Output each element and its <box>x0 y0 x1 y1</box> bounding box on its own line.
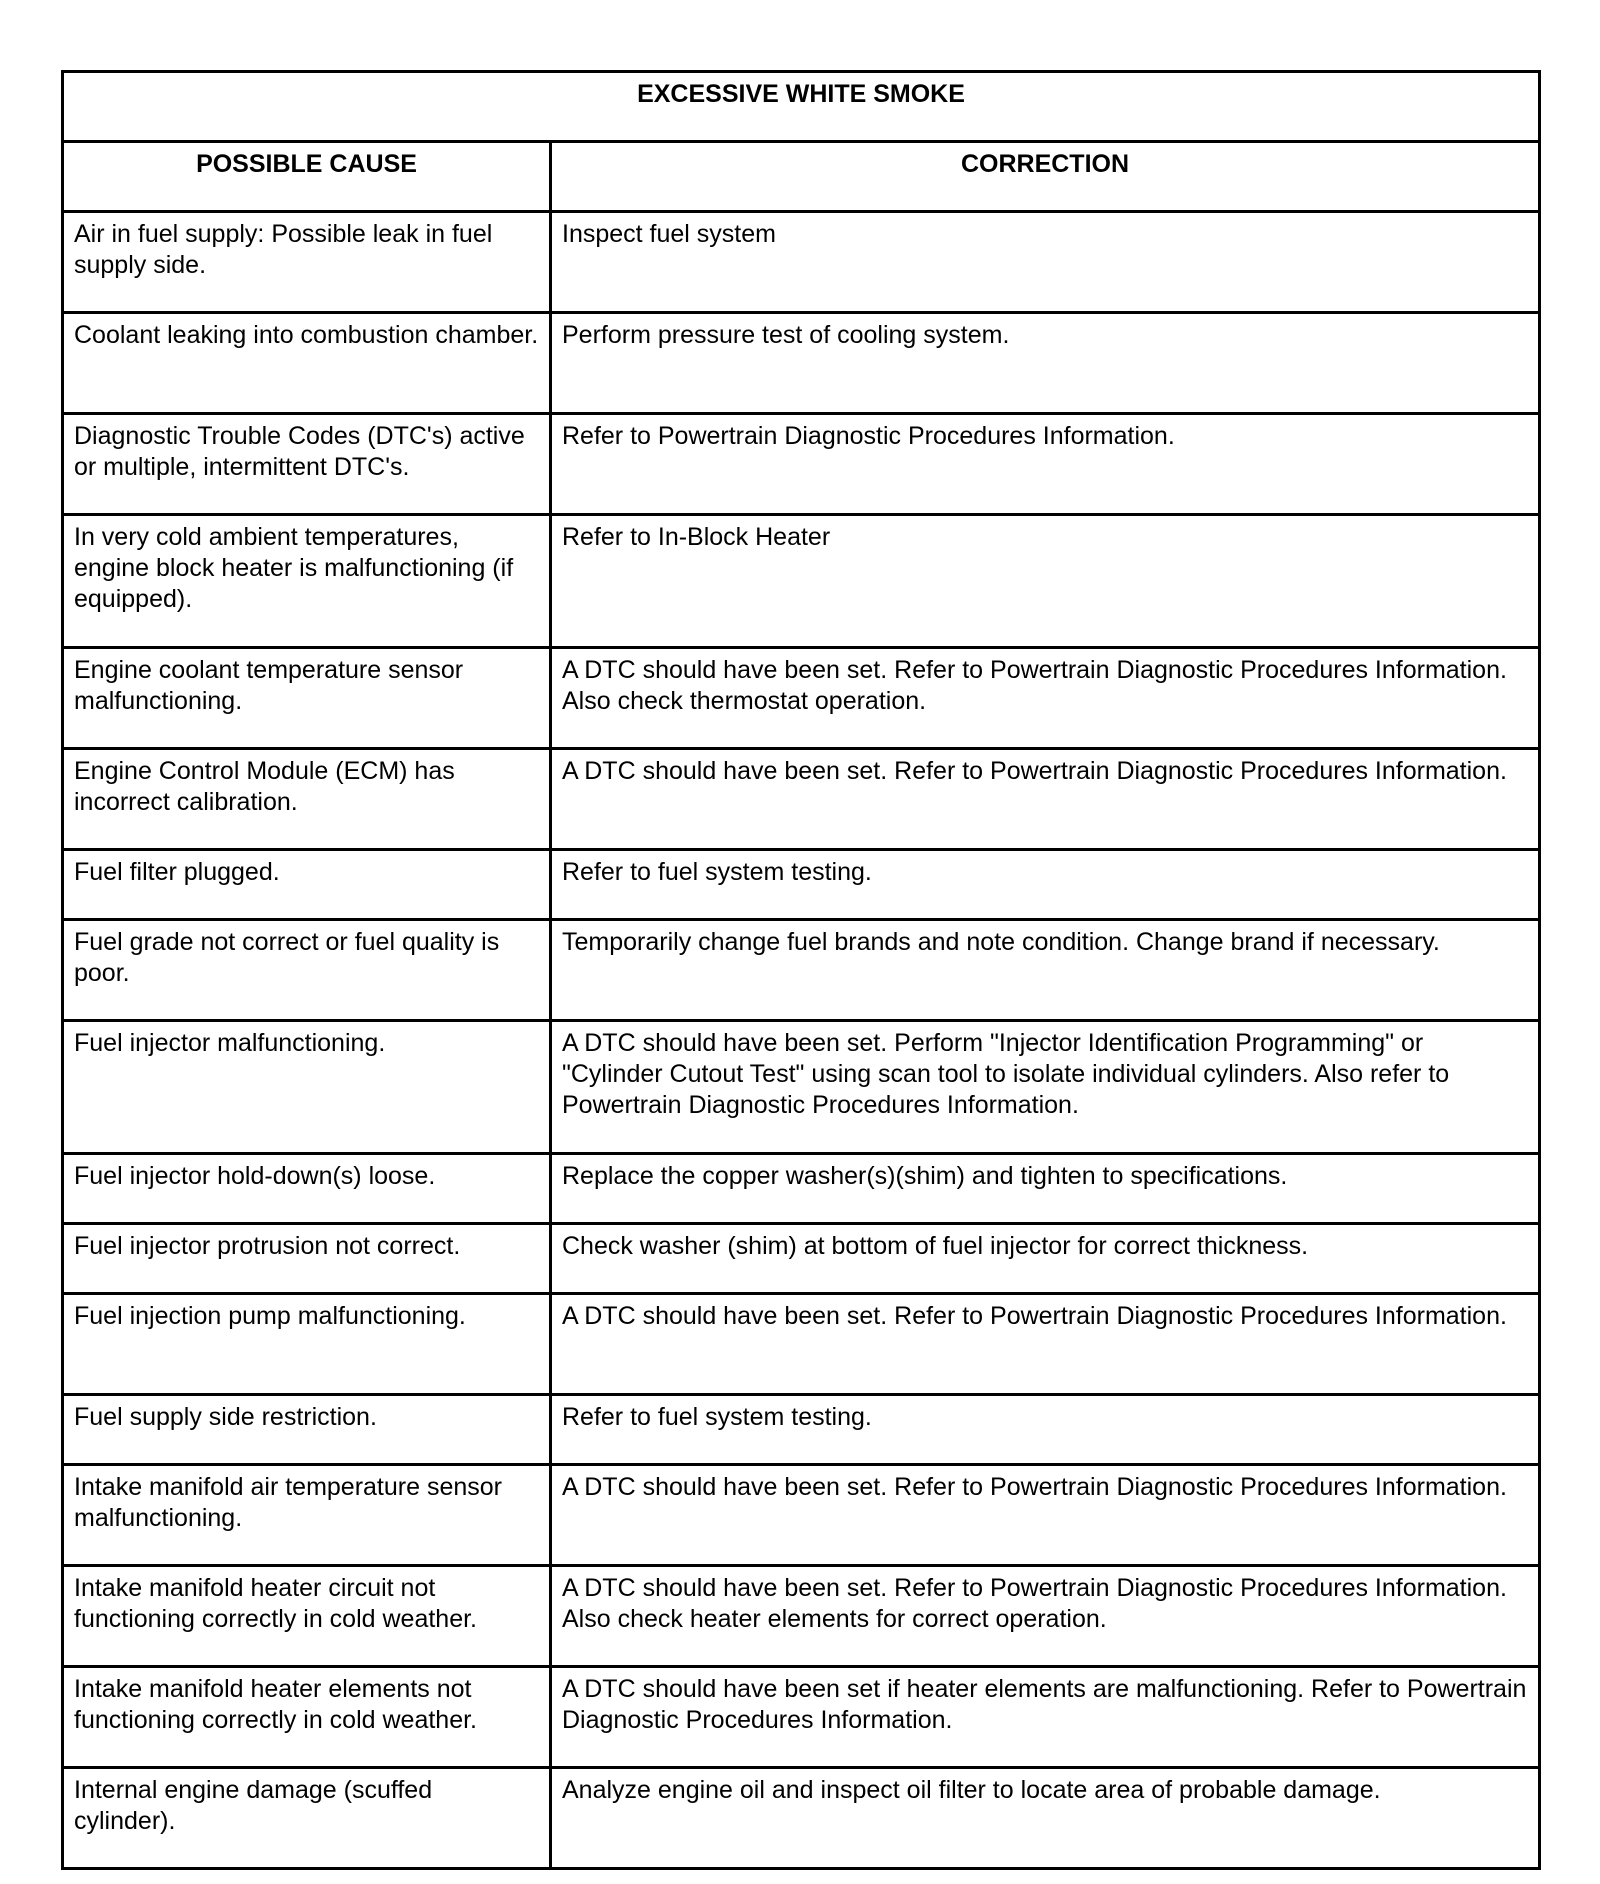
correction-cell: Refer to fuel system testing. <box>551 850 1540 920</box>
correction-cell: Check washer (shim) at bottom of fuel injector for correct thickness. <box>551 1224 1540 1294</box>
white-smoke-diagnosis-table <box>61 70 1541 1870</box>
cause-cell: Diagnostic Trouble Codes (DTC's) active or multiple, intermittent DTC's. <box>63 414 551 515</box>
cause-cell: Intake manifold air temperature sensor malfunctioning. <box>63 1465 551 1566</box>
table-row <box>63 1768 1540 1869</box>
table-row <box>63 1294 1540 1395</box>
cause-cell: Intake manifold heater circuit not functioning correctly in cold weather. <box>63 1566 551 1667</box>
cause-cell: Fuel grade not correct or fuel quality is poor. <box>63 920 551 1021</box>
correction-cell: Temporarily change fuel brands and note condition. Change brand if necessary. <box>551 920 1540 1021</box>
correction-cell: A DTC should have been set if heater elements are malfunctioning. Refer to Powertrain Diagnostic Procedures Information. <box>551 1667 1540 1768</box>
table-row <box>63 212 1540 313</box>
table-row <box>63 749 1540 850</box>
cause-cell: Fuel injector protrusion not correct. <box>63 1224 551 1294</box>
cause-cell: Engine Control Module (ECM) has incorrect calibration. <box>63 749 551 850</box>
correction-cell: Refer to Powertrain Diagnostic Procedures Information. <box>551 414 1540 515</box>
cause-cell: Fuel injector hold-down(s) loose. <box>63 1154 551 1224</box>
cause-cell: Engine coolant temperature sensor malfunctioning. <box>63 648 551 749</box>
correction-cell: Replace the copper washer(s)(shim) and tighten to specifications. <box>551 1154 1540 1224</box>
correction-cell: A DTC should have been set. Refer to Powertrain Diagnostic Procedures Information. Also check heater elements for correct operation. <box>551 1566 1540 1667</box>
cause-cell: Fuel supply side restriction. <box>63 1395 551 1465</box>
cause-cell: Air in fuel supply: Possible leak in fuel supply side. <box>63 212 551 313</box>
table-row <box>63 313 1540 414</box>
table-body <box>63 212 1540 1869</box>
cause-cell: Intake manifold heater elements not functioning correctly in cold weather. <box>63 1667 551 1768</box>
header-possible-cause: POSSIBLE CAUSE <box>63 142 551 212</box>
cause-cell: In very cold ambient temperatures, engine block heater is malfunctioning (if equipped). <box>63 515 551 648</box>
table-row <box>63 414 1540 515</box>
table-row <box>63 648 1540 749</box>
table-row <box>63 1224 1540 1294</box>
correction-cell: Refer to In-Block Heater <box>551 515 1540 648</box>
correction-cell: A DTC should have been set. Perform "Injector Identification Programming" or "Cylinder Cutout Test" using scan tool to isolate individual cylinders. Also refer to Powertrain Diagnostic Procedures Information. <box>551 1021 1540 1154</box>
correction-cell: Refer to fuel system testing. <box>551 1395 1540 1465</box>
table-row <box>63 850 1540 920</box>
cause-cell: Fuel injector malfunctioning. <box>63 1021 551 1154</box>
correction-cell: A DTC should have been set. Refer to Powertrain Diagnostic Procedures Information. <box>551 1294 1540 1395</box>
table-row <box>63 1566 1540 1667</box>
correction-cell: A DTC should have been set. Refer to Powertrain Diagnostic Procedures Information. <box>551 749 1540 850</box>
table-row <box>63 515 1540 648</box>
table-row <box>63 1667 1540 1768</box>
table-row <box>63 1154 1540 1224</box>
table-row <box>63 1465 1540 1566</box>
table-row <box>63 1021 1540 1154</box>
cause-cell: Coolant leaking into combustion chamber. <box>63 313 551 414</box>
correction-cell: A DTC should have been set. Refer to Powertrain Diagnostic Procedures Information. <box>551 1465 1540 1566</box>
table-header-row <box>63 142 1540 212</box>
table-title-row <box>63 72 1540 142</box>
cause-cell: Internal engine damage (scuffed cylinder). <box>63 1768 551 1869</box>
correction-cell: Perform pressure test of cooling system. <box>551 313 1540 414</box>
header-correction: CORRECTION <box>551 142 1540 212</box>
correction-cell: A DTC should have been set. Refer to Powertrain Diagnostic Procedures Information. Also check thermostat operation. <box>551 648 1540 749</box>
cause-cell: Fuel filter plugged. <box>63 850 551 920</box>
cause-cell: Fuel injection pump malfunctioning. <box>63 1294 551 1395</box>
table-row <box>63 920 1540 1021</box>
correction-cell: Inspect fuel system <box>551 212 1540 313</box>
table-row <box>63 1395 1540 1465</box>
table-title: EXCESSIVE WHITE SMOKE <box>63 72 1540 142</box>
correction-cell: Analyze engine oil and inspect oil filter to locate area of probable damage. <box>551 1768 1540 1869</box>
